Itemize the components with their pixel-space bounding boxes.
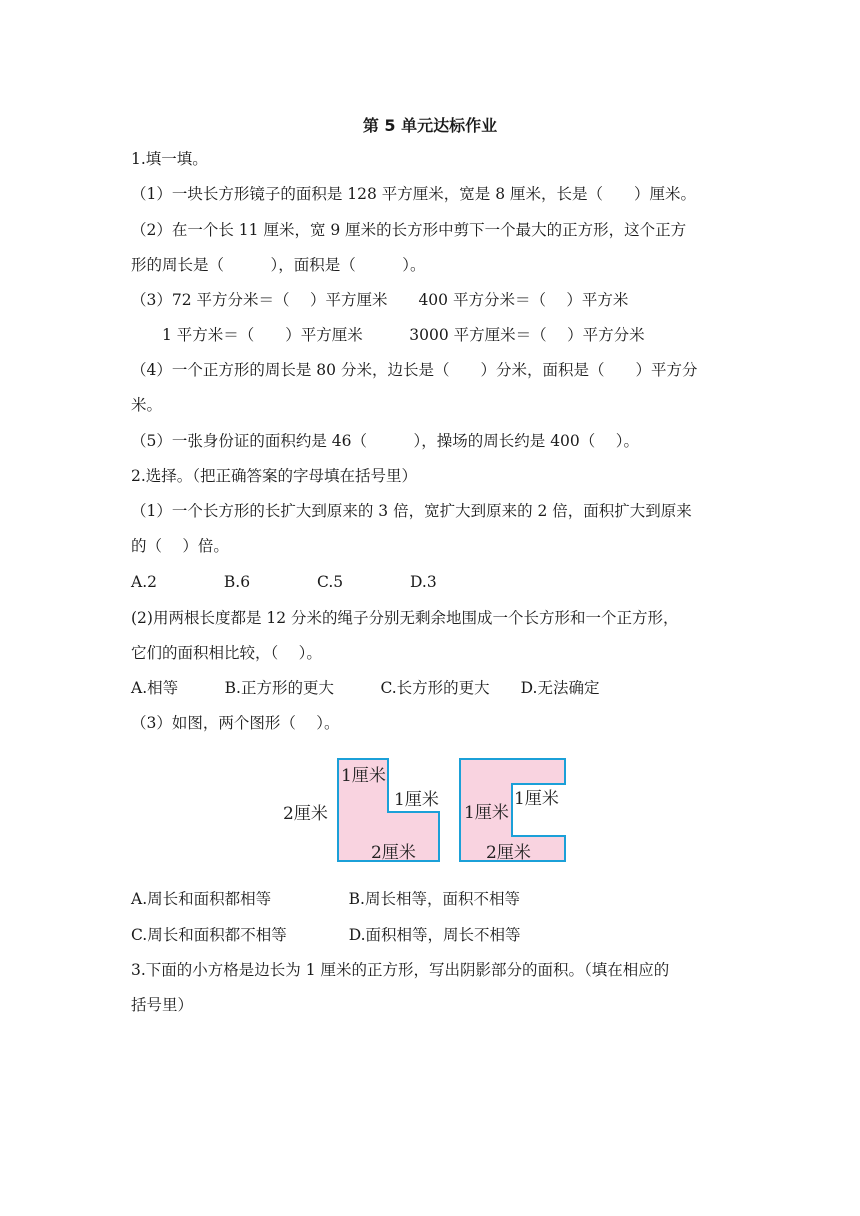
q1-item-5: （5）一张身份证的面积约是 46（ ），操场的周长约是 400（ ）。	[131, 432, 639, 450]
q2-item-2-line1: (2)用两根长度都是 12 分米的绳子分别无剩余地围成一个长方形和一个正方形，	[131, 609, 679, 627]
q1-item-2-line1: （2）在一个长 11 厘米，宽 9 厘米的长方形中剪下一个最大的正方形，这个正方	[131, 221, 687, 239]
q1-item-4-line1: （4）一个正方形的周长是 80 分米，边长是（ ）分米，面积是（ ）平方分	[131, 361, 698, 379]
shapes-figure	[278, 754, 578, 866]
q3-heading-line1: 3.下面的小方格是边长为 1 厘米的正方形，写出阴影部分的面积。（填在相应的	[131, 961, 670, 979]
q2-item-1-line1: （1）一个长方形的长扩大到原来的 3 倍，宽扩大到原来的 2 倍，面积扩大到原来	[131, 502, 692, 520]
right-bottom-label: 2厘米	[486, 843, 531, 863]
page-title: 第 5 单元达标作业	[362, 116, 498, 135]
right-step-label: 1厘米	[514, 789, 559, 809]
q2-item-2-line2: 它们的面积相比较，（ ）。	[131, 644, 322, 662]
left-top-label: 1厘米	[341, 766, 386, 786]
left-side-label: 2厘米	[283, 804, 328, 824]
q1-item-3-line2: 1 平方米＝（ ）平方厘米 3000 平方厘米＝（ ）平方分米	[131, 326, 645, 344]
right-side-label: 1厘米	[464, 803, 509, 823]
q1-item-3-line1: （3）72 平方分米＝（ ）平方厘米 400 平方分米＝（ ）平方米	[131, 291, 629, 309]
q2-item-1-line2: 的（ ）倍。	[131, 537, 229, 555]
q1-item-1: （1）一块长方形镜子的面积是 128 平方厘米，宽是 8 厘米，长是（ ）厘米。	[131, 185, 697, 203]
q2-item-3-line1: （3）如图，两个图形（ ）。	[131, 714, 340, 732]
q2-heading: 2.选择。（把正确答案的字母填在括号里）	[131, 467, 418, 485]
q2-item-1-options: A.2 B.6 C.5 D.3	[131, 573, 437, 591]
q2-item-2-options: A.相等 B.正方形的更大 C.长方形的更大 D.无法确定	[131, 679, 600, 697]
q2-item-3-option-cd: C.周长和面积都不相等 D.面积相等，周长不相等	[131, 926, 521, 944]
left-step-label: 1厘米	[394, 790, 439, 810]
q3-heading-line2: 括号里）	[131, 996, 194, 1014]
left-bottom-label: 2厘米	[371, 843, 416, 863]
q1-heading: 1.填一填。	[131, 150, 208, 168]
q1-item-2-line2: 形的周长是（ ），面积是（ ）。	[131, 256, 426, 274]
q1-item-4-line2: 米。	[131, 396, 163, 414]
q2-item-3-option-ab: A.周长和面积都相等 B.周长相等，面积不相等	[131, 890, 520, 908]
